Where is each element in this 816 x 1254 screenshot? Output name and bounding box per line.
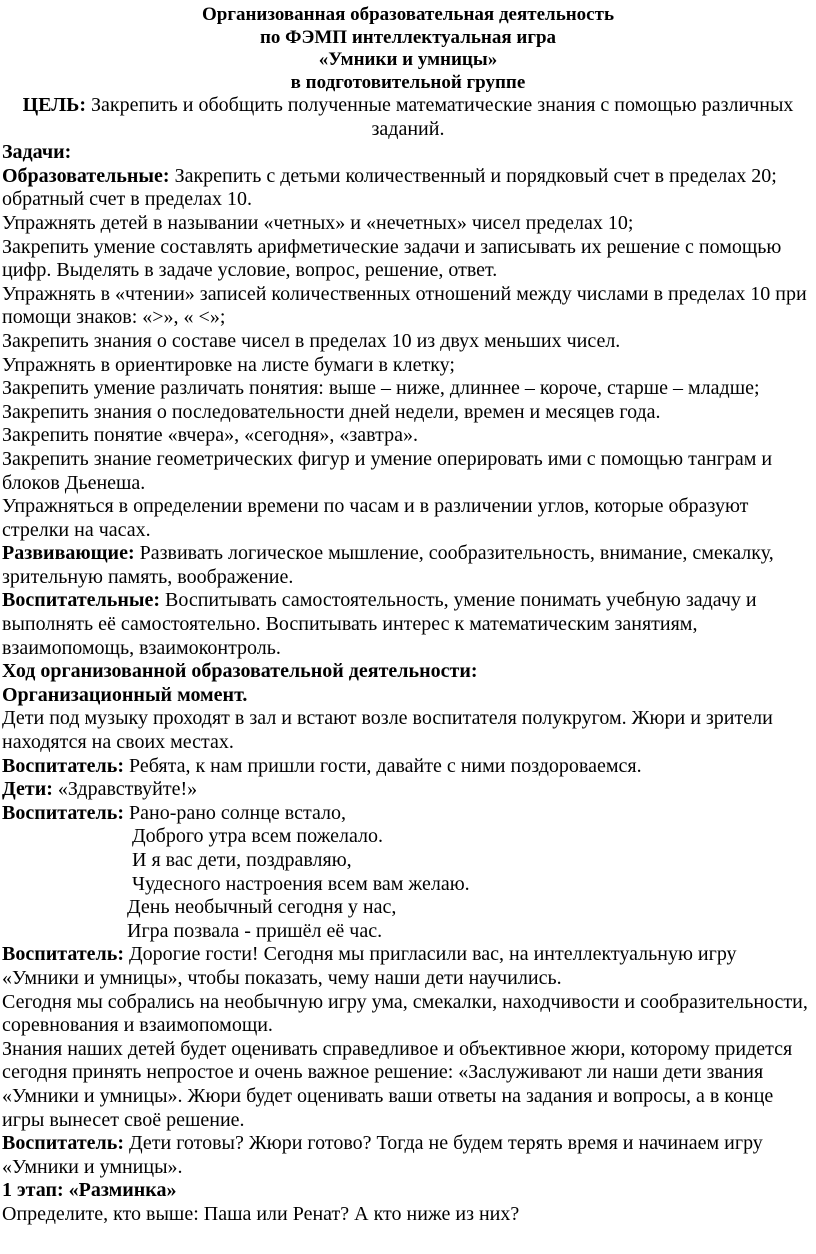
speaker-label: Воспитатель: bbox=[2, 1132, 124, 1155]
task-line: Упражнять в «чтении» записей количественных отношений между числами в пределах 10 при помощи знаков: «>», « <»; bbox=[2, 282, 807, 329]
speech-text: Дорогие гости! Сегодня мы пригласили вас, на интеллектуальную игру «Умники и умницы», чтобы показать, чему наши дети научились. bbox=[2, 943, 737, 989]
speech-text: Ребята, к нам пришли гости, давайте с ними поздороваемся. bbox=[123, 754, 642, 777]
speaker-label: Воспитатель: bbox=[2, 754, 124, 777]
developing-label: Развивающие: bbox=[2, 542, 135, 565]
org-moment-heading: Организационный момент. bbox=[2, 683, 248, 706]
poem-block bbox=[2, 825, 814, 943]
poem-line: И я вас дети, поздравляю, bbox=[132, 849, 352, 871]
dialog-line bbox=[2, 943, 814, 990]
poem-line: Доброго утра всем пожелало. bbox=[132, 825, 384, 848]
goal-paragraph bbox=[2, 94, 814, 141]
stage-heading: 1 этап: «Разминка» bbox=[2, 1179, 177, 1202]
task-line: Закрепить знания о составе чисел в пределах 10 из двух меньших чисел. bbox=[2, 329, 621, 352]
doc-title-line-2: по ФЭМП интеллектуальная игра bbox=[259, 26, 557, 48]
goal-text: Закрепить и обобщить полученные математические знания с помощью различных заданий. bbox=[86, 94, 794, 140]
speech-text: Рано-рано солнце встало, bbox=[123, 801, 347, 824]
speaker-label: Воспитатель: bbox=[2, 801, 124, 824]
speaker-label: Дети: bbox=[2, 778, 53, 801]
speech-text: Дети готовы? Жюри готово? Тогда не будем терять время и начинаем игру «Умники и умницы». bbox=[2, 1132, 763, 1178]
developing-paragraph bbox=[2, 542, 814, 589]
doc-title-line-4: в подготовительной группе bbox=[290, 71, 526, 93]
intro-paragraph: Дети под музыку проходят в зал и встают возле воспитателя полукругом. Жюри и зрители находятся на своих местах. bbox=[2, 707, 773, 754]
body-paragraph: Сегодня мы собрались на необычную игру ума, смекалки, находчивости и сообразительности, соревнования и взаимопомощи. bbox=[2, 990, 808, 1037]
educational-label: Образовательные: bbox=[2, 164, 170, 187]
doc-title-line-1: Организованная образовательная деятельность bbox=[202, 4, 614, 25]
tasks-heading: Задачи: bbox=[2, 141, 72, 164]
educational-text: Закрепить с детьми количественный и порядковый счет в пределах 20; обратный счет в пределах 10. bbox=[2, 164, 777, 211]
goal-label: ЦЕЛЬ: bbox=[22, 94, 87, 116]
speaker-label: Воспитатель: bbox=[2, 943, 124, 966]
task-line: Упражнять в ориентировке на листе бумаги в клетку; bbox=[2, 353, 455, 376]
dialog-line bbox=[2, 1132, 814, 1179]
task-line: Упражнять детей в назывании «четных» и «нечетных» чисел пределах 10; bbox=[2, 211, 634, 234]
developing-text: Развивать логическое мышление, сообразительность, внимание, смекалку, зрительную память, воображение. bbox=[2, 542, 774, 588]
body-paragraph: Знания наших детей будет оценивать справедливое и объективное жюри, которому придется сегодня принять непростое и очень важное решение: «Заслуживают ли наши дети звания «Умники и умницы». Жюри будет оценивать ваши ответы на задания и вопросы, а в конце игры вынесет своё решение. bbox=[2, 1037, 793, 1131]
dialog-line bbox=[2, 778, 814, 802]
educational-paragraph bbox=[2, 165, 814, 212]
task-line: Закрепить знание геометрических фигур и умение оперировать ими с помощью танграм и блоков Дьенеша. bbox=[2, 447, 773, 494]
dialog-line bbox=[2, 802, 814, 826]
task-line: Закрепить знания о последовательности дней недели, времен и месяцев года. bbox=[2, 400, 661, 423]
task-line: Закрепить умение различать понятия: выше – ниже, длиннее – короче, старше – младше; bbox=[2, 377, 760, 400]
poem-line: Чудесного настроения всем вам желаю. bbox=[132, 872, 470, 895]
task-line: Закрепить понятие «вчера», «сегодня», «завтра». bbox=[2, 424, 418, 447]
question-line: Определите, кто выше: Паша или Ренат? А кто ниже из них? bbox=[2, 1202, 520, 1225]
upbringing-text: Воспитывать самостоятельность, умение понимать учебную задачу и выполнять её самостоятельно. Воспитывать интерес к математическим занятиям, взаимопомощь, взаимоконтроль. bbox=[2, 589, 757, 659]
upbringing-label: Воспитательные: bbox=[2, 589, 160, 612]
poem-line: Игра позвала - пришёл её час. bbox=[127, 919, 383, 942]
task-line: Закрепить умение составлять арифметические задачи и записывать их решение с помощью цифр. Выделять в задаче условие, вопрос, решение, ответ. bbox=[2, 235, 782, 282]
course-heading: Ход организованной образовательной деятельности: bbox=[2, 660, 478, 683]
speech-text: «Здравствуйте!» bbox=[52, 778, 198, 801]
poem-line: День необычный сегодня у нас, bbox=[127, 896, 397, 919]
upbringing-paragraph bbox=[2, 589, 814, 660]
doc-title-line-3: «Умники и умницы» bbox=[318, 49, 498, 70]
dialog-line bbox=[2, 755, 814, 779]
task-line: Упражняться в определении времени по часам и в различении углов, которые образуют стрелки на часах. bbox=[2, 495, 749, 541]
